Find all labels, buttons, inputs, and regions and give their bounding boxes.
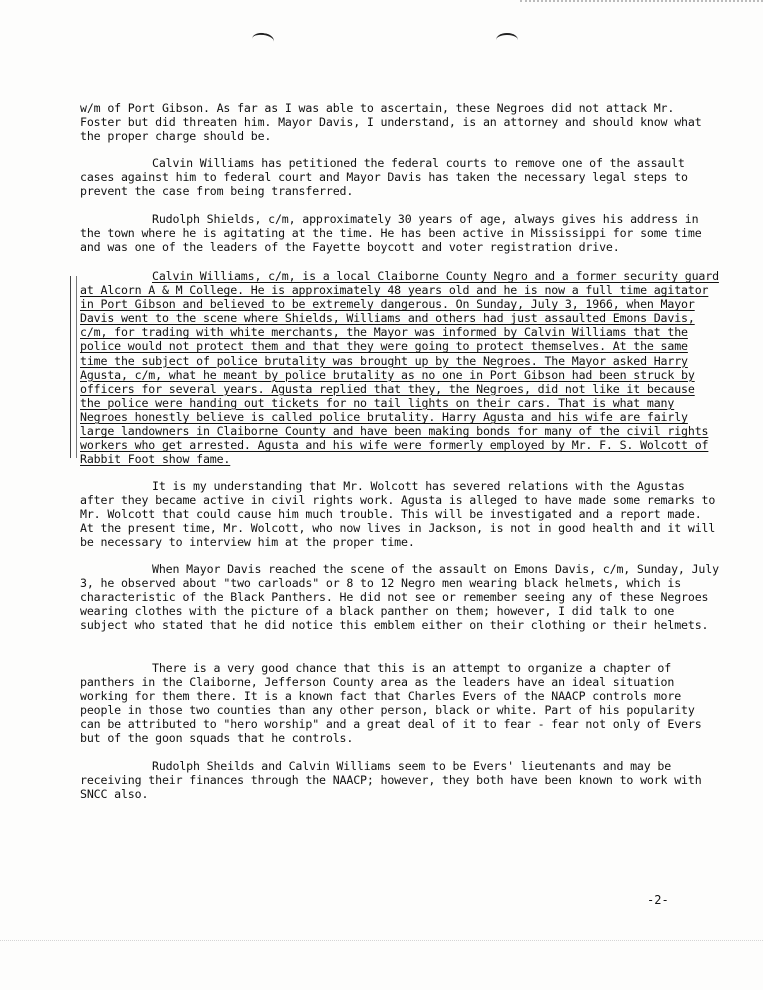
punch-hole-mark-left xyxy=(251,32,275,49)
paragraph-1: w/m of Port Gibson. As far as I was able to ascertain, these Negroes did not attack Mr. Foster but did threaten him. Mayor Davis, I understand, is an attorney and should know what the proper charge should be. xyxy=(80,101,702,144)
paragraph-3: Rudolph Shields, c/m, approximately 30 years of age, always gives his address in the town where he is agitating at the time. He has been active in Mississippi for some time and was one of the leaders of the Fayette boycott and voter registration drive. xyxy=(80,212,702,255)
paragraph-6: When Mayor Davis reached the scene of the assault on Emons Davis, c/m, Sunday, July 3, he observed about "two carloads" or 8 to 12 Negro men wearing black helmets, which is characteristic of the Black Panthers. He did not see or remember seeing any of these Negroes wearing clothes with the picture of a black panther on them; however, I did talk to one subject who stated that he did notice this emblem either on their clothing or their helmets. xyxy=(80,562,719,633)
scan-noise-row xyxy=(0,940,763,941)
paragraph-5: It is my understanding that Mr. Wolcott has severed relations with the Agustas after they became active in civil rights work. Agusta is alleged to have made some remarks to Mr. Wolcott that could cause him much trouble. This will be investigated and a report made. At the present time, Mr. Wolcott, who now lives in Jackson, is not in good health and it will be necessary to interview him at the proper time. xyxy=(80,479,716,550)
paragraph-8: Rudolph Sheilds and Calvin Williams seem to be Evers' lieutenants and may be receiving their finances through the NAACP; however, they both have been known to work with SNCC also. xyxy=(80,759,702,802)
scan-edge-dots xyxy=(520,0,763,2)
paragraph-7: There is a very good chance that this is an attempt to organize a chapter of panthers in the Claiborne, Jefferson County area as the leaders have an ideal situation working for them there. It is a known fact that Charles Evers of the NAACP controls more people in those two counties than any other person, black or white. Part of his popularity can be attributed to "hero worship" and a great deal of it to fear - fear not only of Evers but of the goon squads that he controls. xyxy=(80,661,702,746)
punch-hole-mark-right xyxy=(496,33,518,47)
page-number: -2- xyxy=(647,893,669,907)
paragraph-4-underlined: Calvin Williams, c/m, is a local Claiborne County Negro and a former security guard at Alcorn A & M College. He is approximately 48 years old and he is now a full time agitator in Port Gibson and believed to be extremely dangerous. On Sunday, July 3, 1966, when Mayor Davis went to the scene where Shields, Williams and others had just assaulted Emons Davis, c/m, for trading with white merchants, the Mayor was informed by Calvin Williams that the police would not protect them and that they were going to protect themselves. At the same time the subject of police brutality was brought up by the Negroes. The Mayor asked Harry Agusta, c/m, what he meant by police brutality as no one in Port Gibson had been struck by officers for several years. Agusta replied that they, the Negroes, did not like it because the police were handing out tickets for no tail lights on their cars. That is what many Negroes honestly believe is called police brutality. Harry Agusta and his wife are fairly large landowners in Claiborne County and have been making bonds for many of the civil rights workers who get arrested. Agusta and his wife were formerly employed by Mr. F. S. Wolcott of Rabbit Foot show fame. xyxy=(80,269,719,467)
paragraph-2: Calvin Williams has petitioned the federal courts to remove one of the assault cases against him to federal court and Mayor Davis has taken the necessary legal steps to prevent the case from being transferred. xyxy=(80,156,688,199)
